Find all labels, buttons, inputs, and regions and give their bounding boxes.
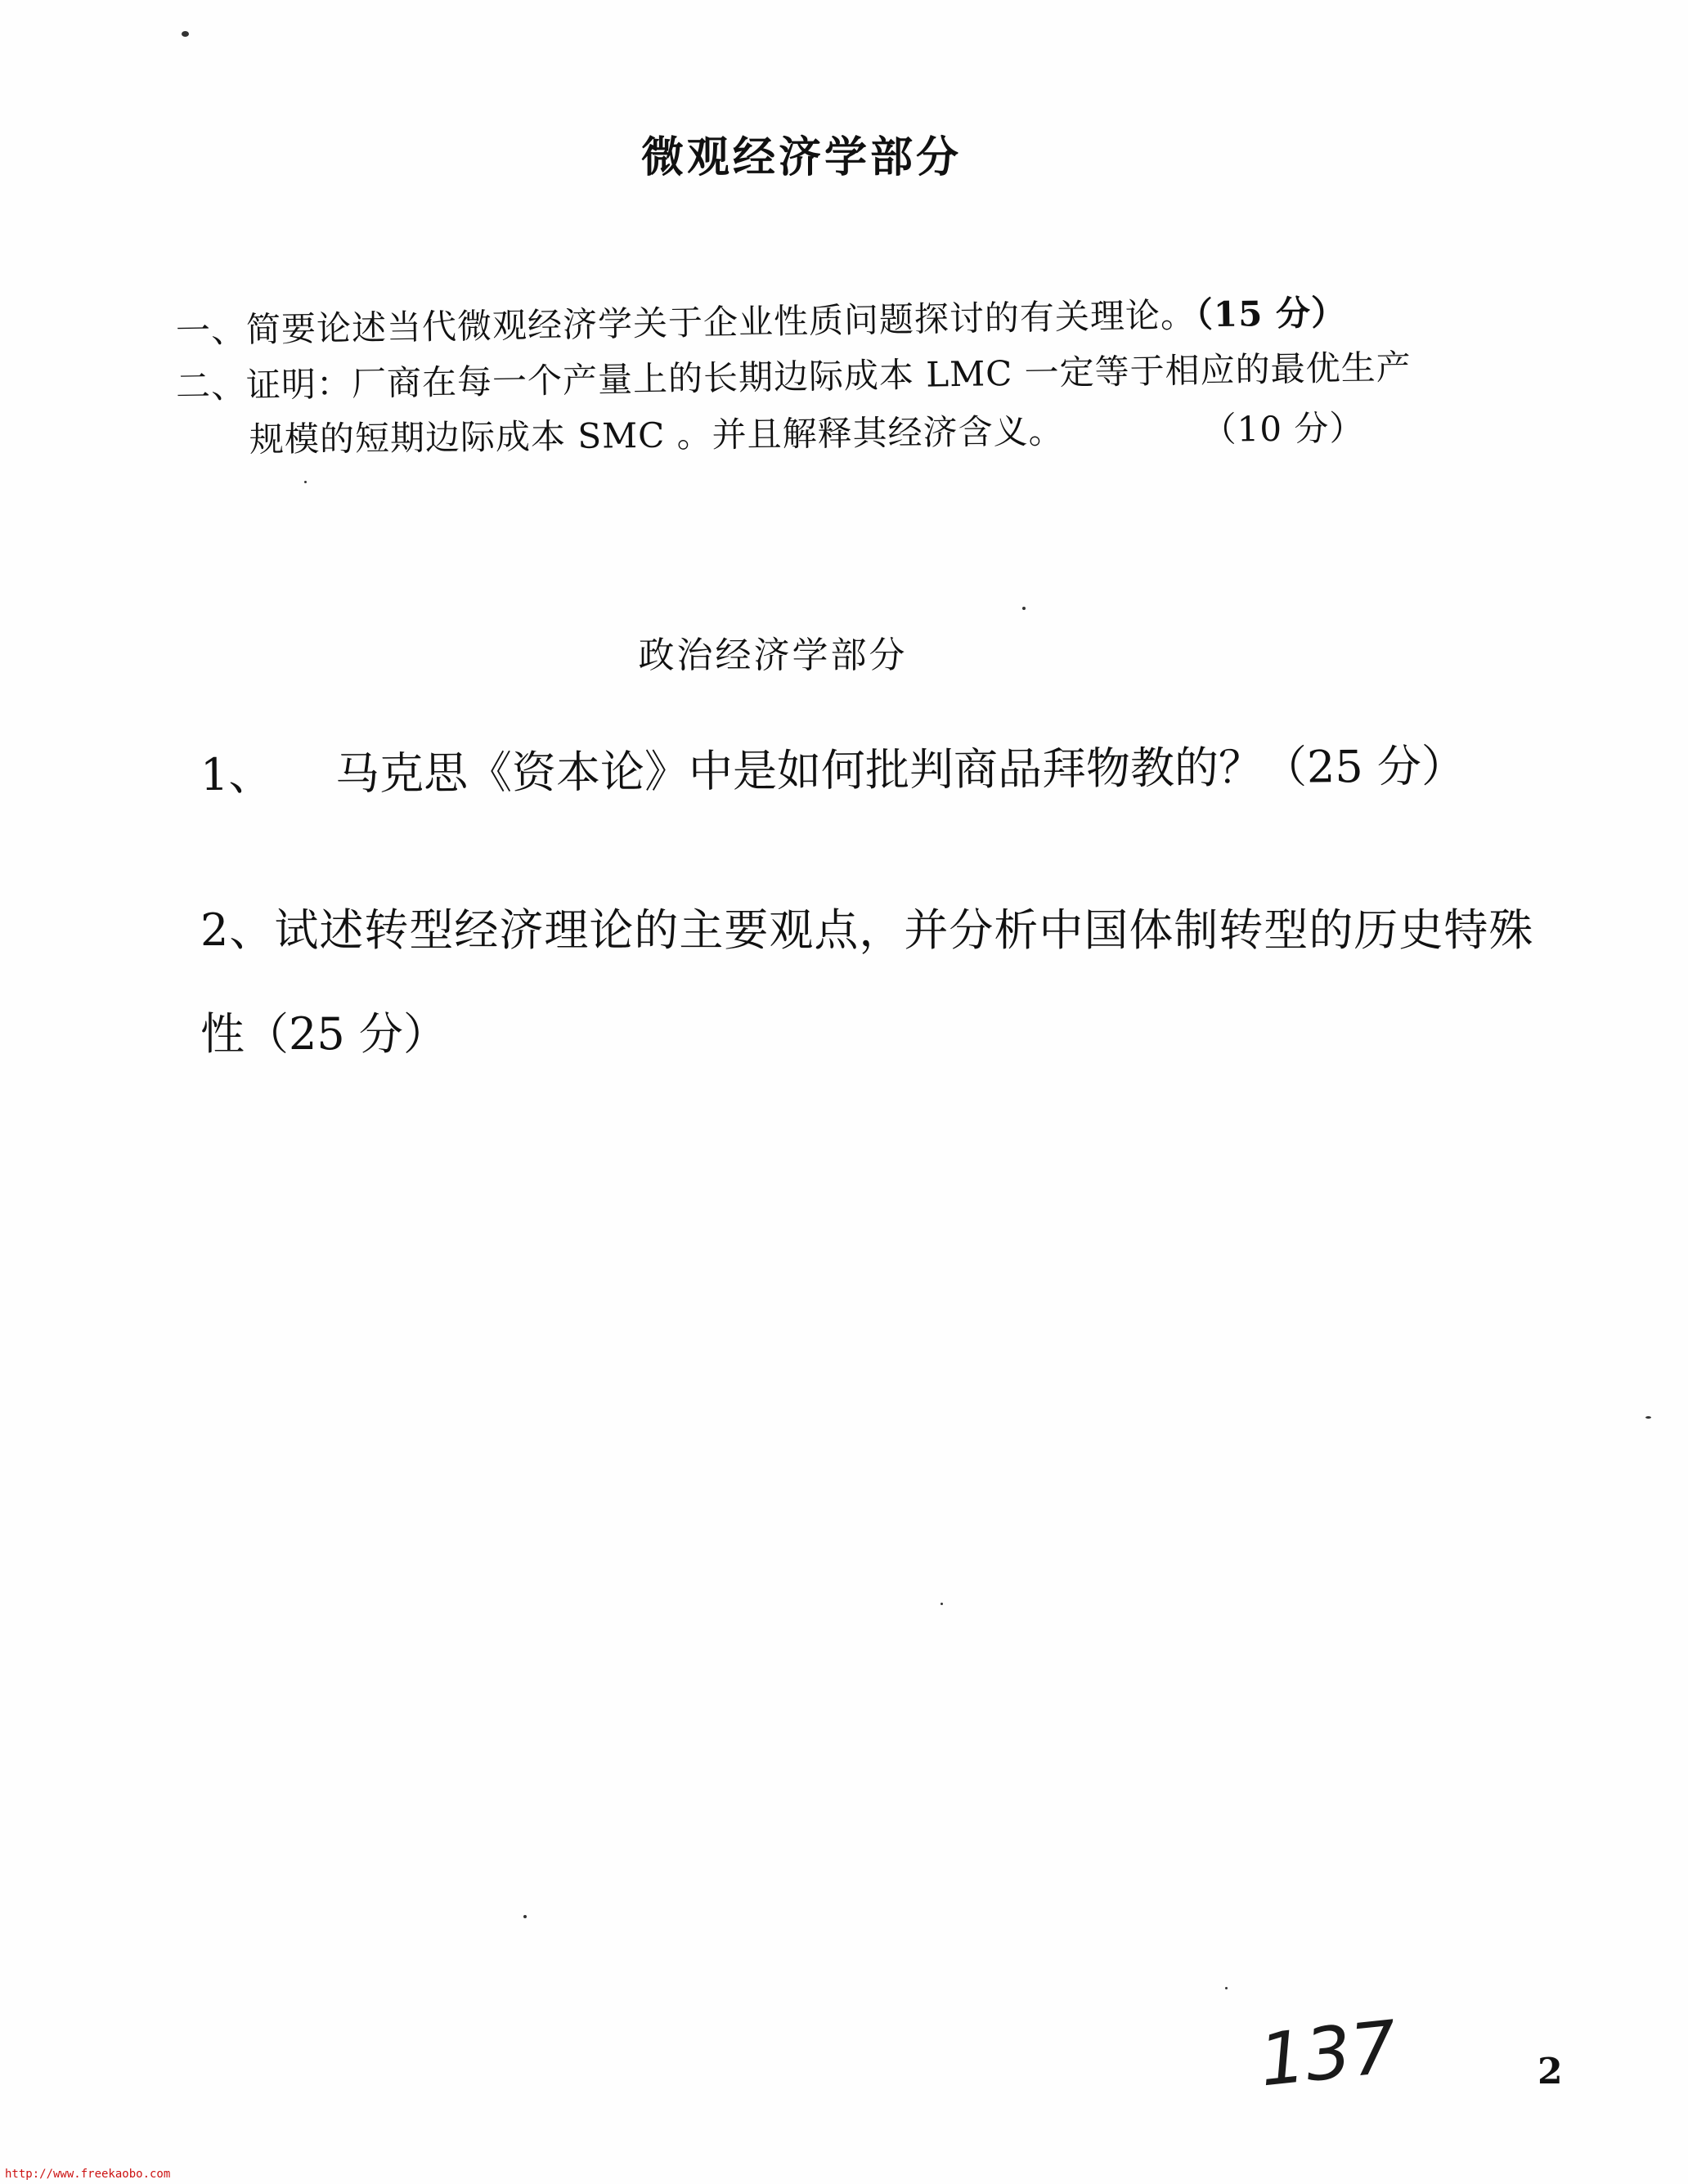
scan-speck <box>523 1915 527 1918</box>
question-score: （15 分） <box>1195 292 1347 335</box>
political-question-2-line-2: 性（25 分） <box>200 1008 447 1060</box>
question-marker: 二、 <box>175 365 247 406</box>
micro-question-1 <box>176 286 1347 353</box>
micro-section-title: 微观经济学部分 <box>640 132 962 182</box>
question-marker: 一、 <box>175 309 247 351</box>
micro-question-2-line-1 <box>176 340 1412 409</box>
scan-speck <box>1645 1416 1651 1419</box>
political-question-2-line-1: 2、试述转型经济理论的主要观点，并分析中国体制转型的历史特殊 <box>200 904 1534 956</box>
handwritten-note: 137 <box>1255 2004 1401 2103</box>
question-text: 简要论述当代微观经济学关于企业性质问题探讨的有关理论。 <box>245 294 1196 350</box>
question-score: （10 分） <box>1219 407 1365 450</box>
political-section-title: 政治经济学部分 <box>638 635 908 676</box>
political-question-1 <box>200 731 1466 803</box>
micro-question-2-line-2 <box>249 401 1365 462</box>
question-text: 马克思《资本论》中是如何批判商品拜物教的？（25 分） <box>334 740 1466 800</box>
scan-speck <box>182 31 189 37</box>
footer-url: http://www.freekaobo.com <box>5 2168 171 2181</box>
scan-speck <box>941 1603 943 1605</box>
question-marker: 1、 <box>200 748 273 801</box>
scan-speck <box>1022 607 1026 610</box>
scan-speck <box>304 481 307 483</box>
question-text: 证明：厂商在每一个产量上的长期边际成本 LMC 一定等于相应的最优生产 <box>245 347 1412 406</box>
page-number: 2 <box>1538 2051 1563 2092</box>
question-text: 规模的短期边际成本 SMC 。并且解释其经济含义。 <box>249 410 1064 460</box>
scan-speck <box>1225 1987 1228 1989</box>
